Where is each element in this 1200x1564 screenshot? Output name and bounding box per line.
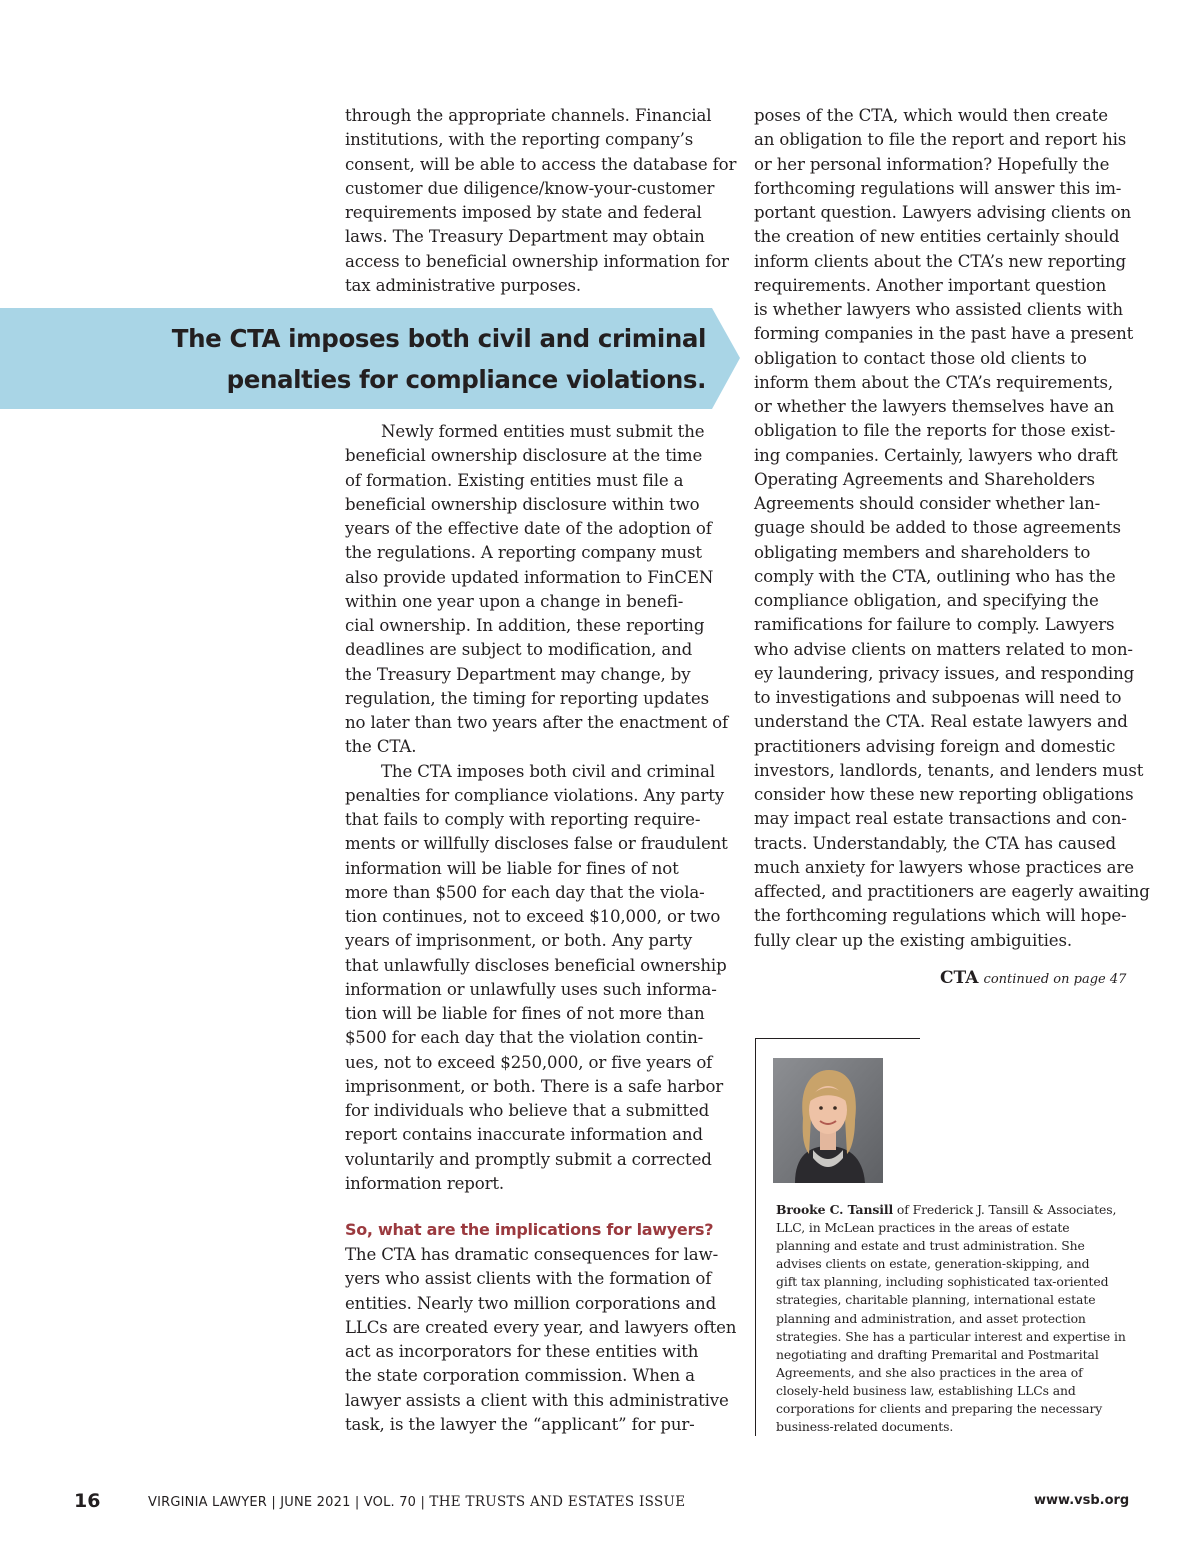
bio-first-line: [776, 1201, 1126, 1219]
text-line: laws. The Treasury Department may obtain: [345, 227, 705, 247]
text-line: beneficial ownership disclosure within two: [345, 494, 700, 514]
text-line: that fails to comply with reporting require-: [345, 810, 701, 829]
text-line: who advise clients on matters related to mon-: [754, 639, 1133, 659]
text-line: requirements. Another important question: [754, 275, 1107, 295]
text-line: business-related documents.: [776, 1419, 954, 1435]
text-line: through the appropriate channels. Financial: [345, 106, 712, 125]
pullquote-line: The CTA imposes both civil and criminal: [171, 324, 706, 353]
text-line: the state corporation commission. When a: [345, 1366, 695, 1386]
text-line: LLC, in McLean practices in the areas of estate: [776, 1220, 1070, 1236]
article-column-left-bottom: [345, 1243, 737, 1437]
text-line: or whether the lawyers themselves have an: [754, 397, 1115, 416]
text-line: information report.: [345, 1173, 505, 1193]
text-line: obligating members and shareholders to: [754, 542, 1091, 562]
website-link[interactable]: www.vsb.org: [1034, 1493, 1130, 1508]
text-line: tax administrative purposes.: [345, 275, 581, 295]
text-line: yers who assist clients with the formation of: [345, 1269, 712, 1289]
text-line: information or unlawfully uses such informa-: [345, 979, 717, 999]
text-line: forming companies in the past have a present: [754, 324, 1134, 344]
text-line: cial ownership. In addition, these reporting: [345, 616, 705, 635]
text-line: tion will be liable for fines of not more than: [345, 1004, 705, 1023]
article-column-left-top: [345, 104, 737, 298]
text-line: strategies, charitable planning, international estate: [776, 1292, 1096, 1308]
text-line: for individuals who believe that a submitted: [345, 1101, 710, 1120]
text-line: Agreements should consider whether lan-: [754, 494, 1101, 513]
text-line: understand the CTA. Real estate lawyers and: [754, 712, 1128, 732]
text-line: ramifications for failure to comply. Lawyers: [754, 615, 1115, 635]
text-line: inform them about the CTA’s requirements,: [754, 372, 1113, 392]
text-line: no later than two years after the enactment of: [345, 713, 728, 732]
text-line: Newly formed entities must submit the: [381, 422, 705, 441]
text-line: consider how these new reporting obligations: [754, 785, 1134, 804]
text-line: The CTA imposes both civil and criminal: [381, 761, 715, 781]
text-line: years of the effective date of the adoption of: [345, 519, 712, 538]
footer-publication: [148, 1494, 685, 1510]
publication-info: VIRGINIA LAWYER | JUNE 2021 | VOL. 70 |: [148, 1495, 430, 1510]
article-column-left-main: [345, 420, 728, 1196]
issue-title: THE TRUSTS AND ESTATES ISSUE: [429, 1494, 686, 1510]
text-line: advises clients on estate, generation-skipping, and: [776, 1256, 1090, 1272]
text-line: to investigations and subpoenas will need to: [754, 688, 1122, 707]
text-line: information will be liable for fines of not: [345, 858, 679, 878]
pullquote-text: [150, 318, 706, 400]
text-line: affected, and practitioners are eagerly awaiting: [754, 882, 1150, 901]
text-line: the creation of new entities certainly should: [754, 227, 1120, 247]
text-line: obligation to contact those old clients to: [754, 348, 1087, 368]
text-line: the Treasury Department may change, by: [345, 664, 691, 684]
text-line: tion continues, not to exceed $10,000, or two: [345, 907, 721, 926]
text-line: within one year upon a change in benefi-: [345, 591, 684, 611]
page-number: 16: [74, 1490, 101, 1512]
text-line: ues, not to exceed $250,000, or five years of: [345, 1052, 713, 1072]
text-line: is whether lawyers who assisted clients with: [754, 300, 1123, 319]
text-line: also provide updated information to FinCEN: [345, 567, 714, 587]
text-line: obligation to file the reports for those exist-: [754, 421, 1116, 441]
text-line: act as incorporators for these entities with: [345, 1342, 699, 1361]
text-line: corporations for clients and preparing the necessary: [776, 1401, 1103, 1417]
bio-divider-top: [755, 1038, 920, 1039]
text-line: $500 for each day that the violation contin-: [345, 1028, 704, 1048]
text-line: or her personal information? Hopefully the: [754, 154, 1110, 174]
text-line: consent, will be able to access the database for: [345, 154, 737, 174]
text-line: forthcoming regulations will answer this im-: [754, 178, 1122, 198]
text-line: lawyer assists a client with this administrative: [345, 1390, 729, 1410]
bio-body: [776, 1219, 1126, 1436]
pullquote-line: penalties for compliance violations.: [226, 365, 706, 394]
text-line: tracts. Understandably, the CTA has caused: [754, 833, 1116, 853]
bio-affiliation: of Frederick J. Tansill & Associates,: [893, 1202, 1117, 1217]
text-line: Operating Agreements and Shareholders: [754, 469, 1095, 489]
text-line: the CTA.: [345, 737, 417, 757]
text-line: LLCs are created every year, and lawyers often: [345, 1317, 737, 1337]
text-line: fully clear up the existing ambiguities.: [754, 930, 1072, 950]
text-line: imprisonment, or both. There is a safe harbor: [345, 1076, 724, 1096]
text-line: penalties for compliance violations. Any party: [345, 785, 724, 805]
text-line: voluntarily and promptly submit a corrected: [345, 1149, 712, 1169]
text-line: poses of the CTA, which would then create: [754, 106, 1108, 125]
text-line: planning and estate and trust administration. She: [776, 1238, 1085, 1254]
bio-divider-left: [755, 1038, 756, 1436]
continued-keyword: CTA: [940, 968, 979, 988]
text-line: comply with the CTA, outlining who has the: [754, 566, 1116, 586]
author-photo: [773, 1058, 883, 1183]
text-line: ments or willfully discloses false or fraudulent: [345, 834, 728, 854]
page-footer: [0, 1490, 1200, 1520]
text-line: entities. Nearly two million corporations and: [345, 1293, 717, 1313]
author-portrait-image: [773, 1058, 883, 1183]
text-line: compliance obligation, and specifying the: [754, 591, 1099, 610]
text-line: access to beneficial ownership information for: [345, 251, 729, 271]
text-line: The CTA has dramatic consequences for law-: [345, 1245, 719, 1264]
text-line: requirements imposed by state and federal: [345, 203, 702, 222]
text-line: strategies. She has a particular interest and expertise in: [776, 1328, 1126, 1344]
text-line: gift tax planning, including sophisticated tax-oriented: [776, 1274, 1109, 1290]
article-column-right: [754, 104, 1150, 953]
section-heading: So, what are the implications for lawyers?: [345, 1220, 714, 1239]
continued-text: continued on page 47: [983, 972, 1127, 987]
text-line: Agreements, and she also practices in the area of: [776, 1364, 1083, 1380]
author-bio: [776, 1201, 1126, 1436]
text-line: the forthcoming regulations which will hope-: [754, 906, 1127, 926]
text-line: report contains inaccurate information and: [345, 1125, 703, 1145]
text-line: much anxiety for lawyers whose practices are: [754, 857, 1134, 877]
text-line: planning and administration, and asset protection: [776, 1310, 1086, 1326]
author-name: Brooke C. Tansill: [776, 1202, 894, 1217]
text-line: an obligation to file the report and report his: [754, 130, 1127, 150]
text-line: that unlawfully discloses beneficial ownership: [345, 955, 727, 975]
text-line: may impact real estate transactions and con-: [754, 809, 1127, 829]
text-line: institutions, with the reporting company’s: [345, 130, 694, 150]
text-line: regulation, the timing for reporting updates: [345, 688, 709, 708]
text-line: deadlines are subject to modification, and: [345, 640, 693, 660]
text-line: task, is the lawyer the “applicant” for pur-: [345, 1414, 695, 1434]
text-line: investors, landlords, tenants, and lenders must: [754, 760, 1144, 780]
text-line: of formation. Existing entities must file a: [345, 470, 684, 490]
text-line: closely-held business law, establishing LLCs and: [776, 1382, 1076, 1398]
text-line: customer due diligence/know-your-customer: [345, 178, 715, 198]
continued-on-note: [940, 968, 1126, 988]
text-line: ey laundering, privacy issues, and responding: [754, 663, 1135, 683]
text-line: the regulations. A reporting company must: [345, 543, 702, 563]
text-line: inform clients about the CTA’s new reporting: [754, 251, 1126, 271]
text-line: ing companies. Certainly, lawyers who draft: [754, 445, 1118, 465]
text-line: more than $500 for each day that the viola-: [345, 882, 705, 902]
text-line: years of imprisonment, or both. Any party: [345, 931, 693, 951]
text-line: guage should be added to those agreements: [754, 518, 1121, 538]
text-line: portant question. Lawyers advising clients on: [754, 203, 1132, 222]
text-line: negotiating and drafting Premarital and Postmarital: [776, 1346, 1099, 1362]
text-line: practitioners advising foreign and domestic: [754, 736, 1116, 756]
text-line: beneficial ownership disclosure at the time: [345, 446, 703, 466]
